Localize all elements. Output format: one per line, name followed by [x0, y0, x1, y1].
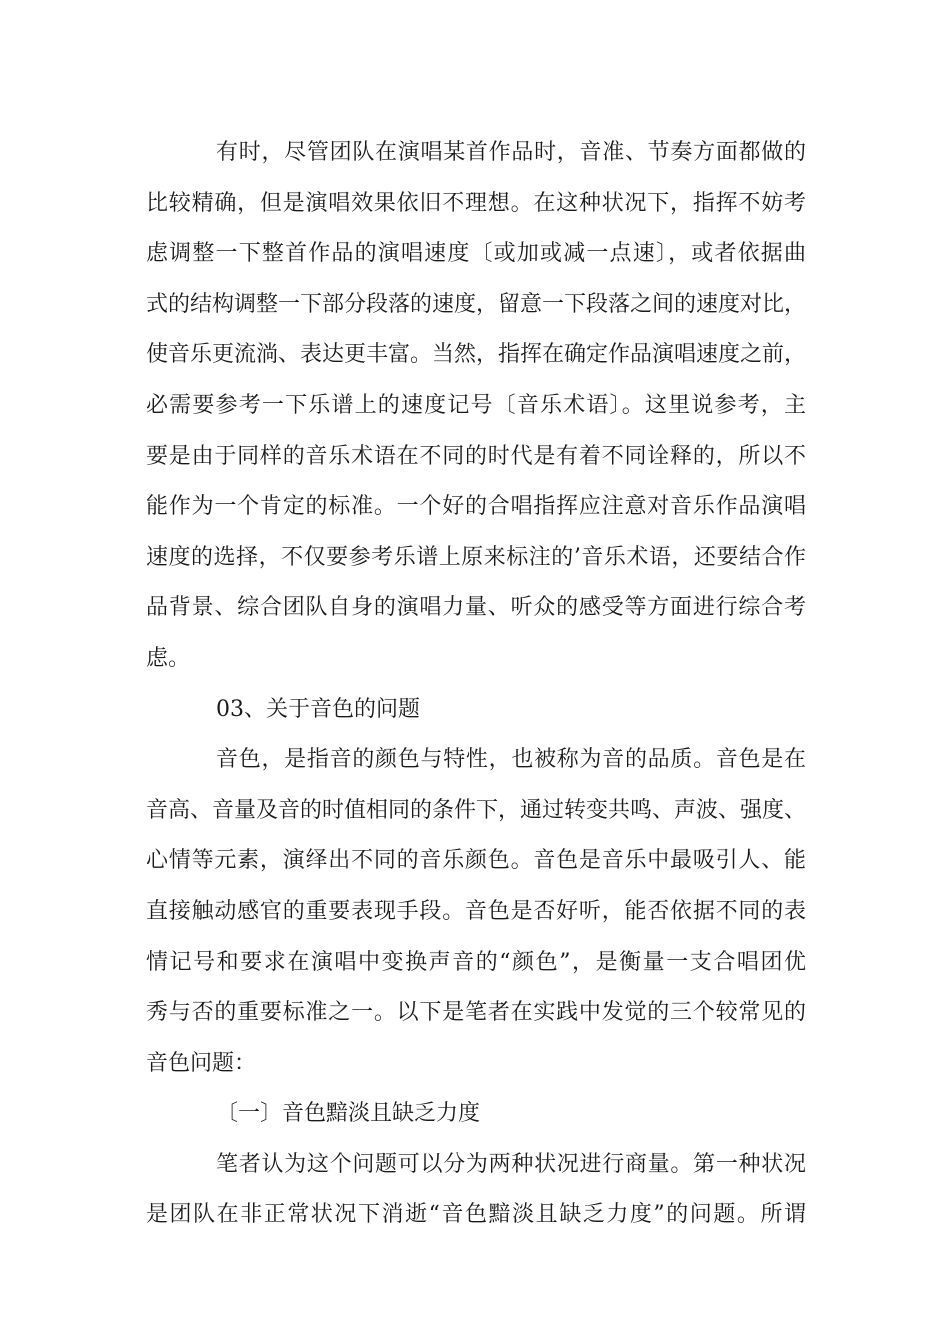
paragraph-line: 虑调整一下整首作品的演唱速度〔或加或减一点速〕，或者依据曲: [146, 241, 806, 267]
section-heading: 03、关于音色的问题: [216, 696, 420, 722]
paragraph-line: 音色，是指音的颜色与特性，也被称为音的品质。音色是在: [216, 747, 806, 773]
paragraph-line: 音高、音量及音的时值相同的条件下，通过转变共鸣、声波、强度、: [146, 797, 806, 823]
paragraph-line: 使音乐更流淌、表达更丰富。当然，指挥在确定作品演唱速度之前，: [146, 342, 806, 368]
paragraph-line: 直接触动感官的重要表现手段。音色是否好听，能否依据不同的表: [146, 898, 806, 924]
subsection-heading: 〔一〕音色黯淡且缺乏力度: [216, 1101, 481, 1127]
paragraph-line: 音色问题：: [146, 1050, 257, 1076]
paragraph-line: 式的结构调整一下部分段落的速度，留意一下段落之间的速度对比，: [146, 291, 806, 317]
paragraph-line: 速度的选择，不仅要参考乐谱上原来标注的’音乐术语，还要结合作: [146, 544, 806, 570]
paragraph-line: 必需要参考一下乐谱上的速度记号〔音乐术语〕。这里说参考，主: [146, 392, 806, 418]
paragraph-line: 要是由于同样的音乐术语在不同的时代是有着不同诠释的，所以不: [146, 443, 806, 469]
paragraph-line: 是团队在非正常状况下消逝“音色黯淡且缺乏力度”的问题。所谓: [146, 1202, 806, 1228]
paragraph-line: 品背景、综合团队自身的演唱力量、听众的感受等方面进行综合考: [146, 595, 806, 621]
paragraph-line: 心情等元素，演绎出不同的音乐颜色。音色是音乐中最吸引人、能: [146, 848, 806, 874]
paragraph-line: 虑。: [146, 645, 191, 671]
document-body: [146, 128, 806, 1241]
paragraph-line: 有时，尽管团队在演唱某首作品时，音准、节奏方面都做的: [216, 140, 806, 165]
paragraph-line: 能作为一个肯定的标准。一个好的合唱指挥应注意对音乐作品演唱: [146, 494, 806, 520]
paragraph-line: 比较精确，但是演唱效果依旧不理想。在这种状况下，指挥不妨考: [146, 190, 806, 216]
paragraph-line: 情记号和要求在演唱中变换声音的“颜色”，是衡量一支合唱团优: [146, 949, 806, 975]
paragraph-line: 笔者认为这个问题可以分为两种状况进行商量。第一种状况: [216, 1151, 806, 1177]
paragraph-line: 秀与否的重要标准之一。以下是笔者在实践中发觉的三个较常见的: [146, 1000, 806, 1026]
